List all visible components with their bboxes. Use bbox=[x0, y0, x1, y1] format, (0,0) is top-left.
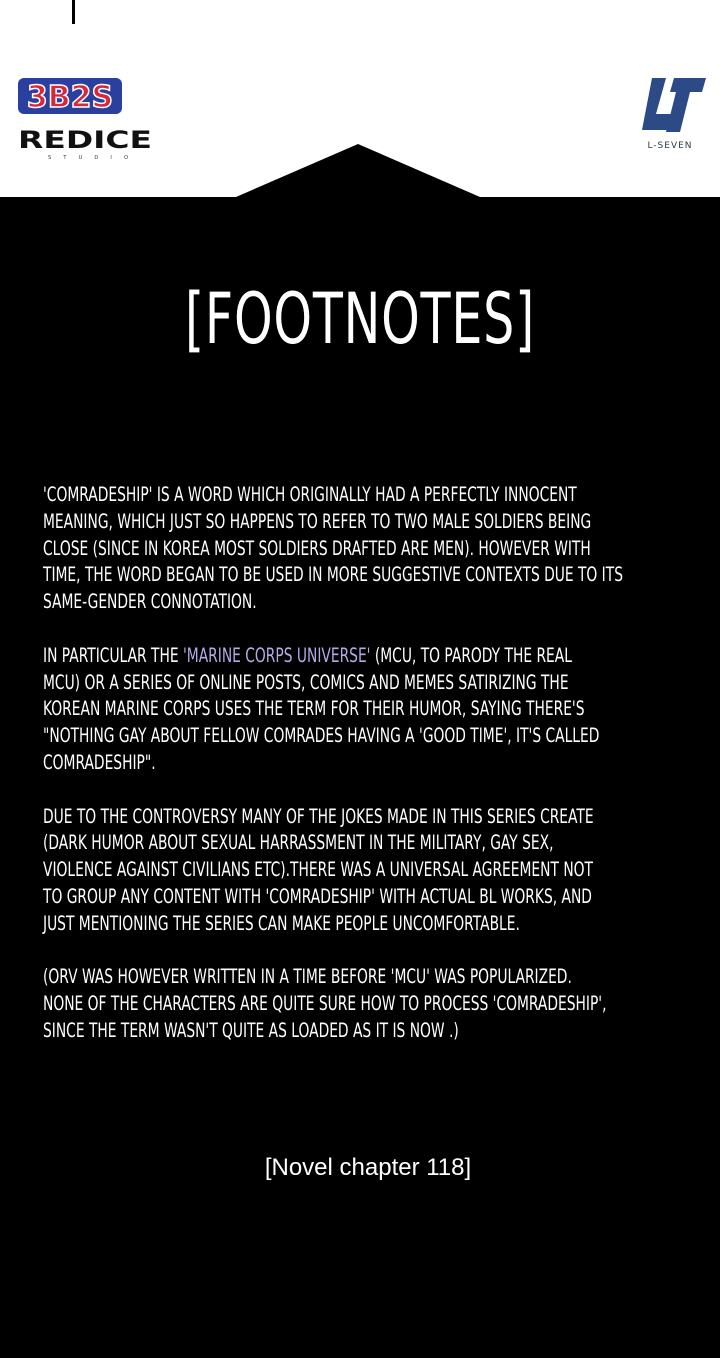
footnote-line: MEANING, WHICH JUST SO HAPPENS TO REFER TO TWO MALE SOLDIERS BEING bbox=[43, 509, 592, 533]
logo-redice-text: REDICE bbox=[18, 126, 152, 154]
footnote-line: (DARK HUMOR ABOUT SEXUAL HARRASSMENT IN THE MILITARY, GAY SEX, bbox=[43, 831, 554, 855]
footnote-line: DUE TO THE CONTROVERSY MANY OF THE JOKES MADE IN THIS SERIES CREATE bbox=[43, 804, 594, 828]
footnotes-title: [FOOTNOTES] bbox=[184, 278, 536, 360]
logo-lseven-mark bbox=[640, 74, 708, 136]
footnote-line: TO GROUP ANY CONTENT WITH 'COMRADESHIP' WITH ACTUAL BL WORKS, AND bbox=[43, 884, 592, 908]
footnote-text: IN PARTICULAR THE bbox=[43, 643, 183, 667]
logo-redice bbox=[18, 126, 154, 162]
footnote-text: (MCU, TO PARODY THE REAL bbox=[370, 643, 572, 667]
logo-lseven-text: L-SEVEN bbox=[647, 141, 693, 151]
footnote-line: KOREAN MARINE CORPS USES THE TERM FOR THEIR HUMOR, SAYING THERE'S bbox=[43, 697, 585, 721]
footnote-line: SAME-GENDER CONNOTATION. bbox=[43, 590, 257, 614]
logo-redice-sub: STUDIO bbox=[48, 155, 128, 161]
highlight-term: 'MARINE CORPS UNIVERSE' bbox=[182, 643, 371, 667]
footnote-line: 'COMRADESHIP' IS A WORD WHICH ORIGINALLY HAD A PERFECTLY INNOCENT bbox=[43, 483, 577, 506]
logo-3b2s-text: 3B2S bbox=[26, 80, 114, 115]
footnote-line: SINCE THE TERM WASN'T QUITE AS LOADED AS IT IS NOW .) bbox=[43, 1018, 459, 1042]
novel-chapter-reference: [Novel chapter 118] bbox=[264, 1154, 472, 1181]
logo-3b2s bbox=[18, 74, 122, 118]
footnotes-body bbox=[43, 482, 623, 1072]
footnote-line: TIME, THE WORD BEGAN TO BE USED IN MORE SUGGESTIVE CONTEXTS DUE TO ITS bbox=[43, 563, 623, 587]
footnote-paragraph-2 bbox=[43, 643, 600, 777]
footnote-line bbox=[43, 643, 572, 670]
footnote-paragraph-3 bbox=[43, 804, 594, 938]
footnote-paragraph-1 bbox=[43, 482, 623, 616]
footnote-line: NONE OF THE CHARACTERS ARE QUITE SURE HOW TO PROCESS 'COMRADESHIP', bbox=[43, 992, 607, 1016]
footnote-line: MCU) OR A SERIES OF ONLINE POSTS, COMICS AND MEMES SATIRIZING THE bbox=[43, 670, 569, 694]
footnote-line: CLOSE (SINCE IN KOREA MOST SOLDIERS DRAFTED ARE MEN). HOWEVER WITH bbox=[43, 536, 591, 560]
footnote-line: VIOLENCE AGAINST CIVILIANS ETC).THERE WAS A UNIVERSAL AGREEMENT NOT bbox=[43, 858, 593, 882]
footnote-line: "NOTHING GAY ABOUT FELLOW COMRADES HAVING A 'GOOD TIME', IT'S CALLED bbox=[43, 724, 600, 748]
footnote-line: (ORV WAS HOWEVER WRITTEN IN A TIME BEFORE 'MCU' WAS POPULARIZED. bbox=[43, 965, 572, 989]
footnote-paragraph-4 bbox=[43, 964, 607, 1044]
footnote-line: COMRADESHIP". bbox=[43, 750, 156, 774]
footnote-line: JUST MENTIONING THE SERIES CAN MAKE PEOPLE UNCOMFORTABLE. bbox=[43, 911, 520, 935]
